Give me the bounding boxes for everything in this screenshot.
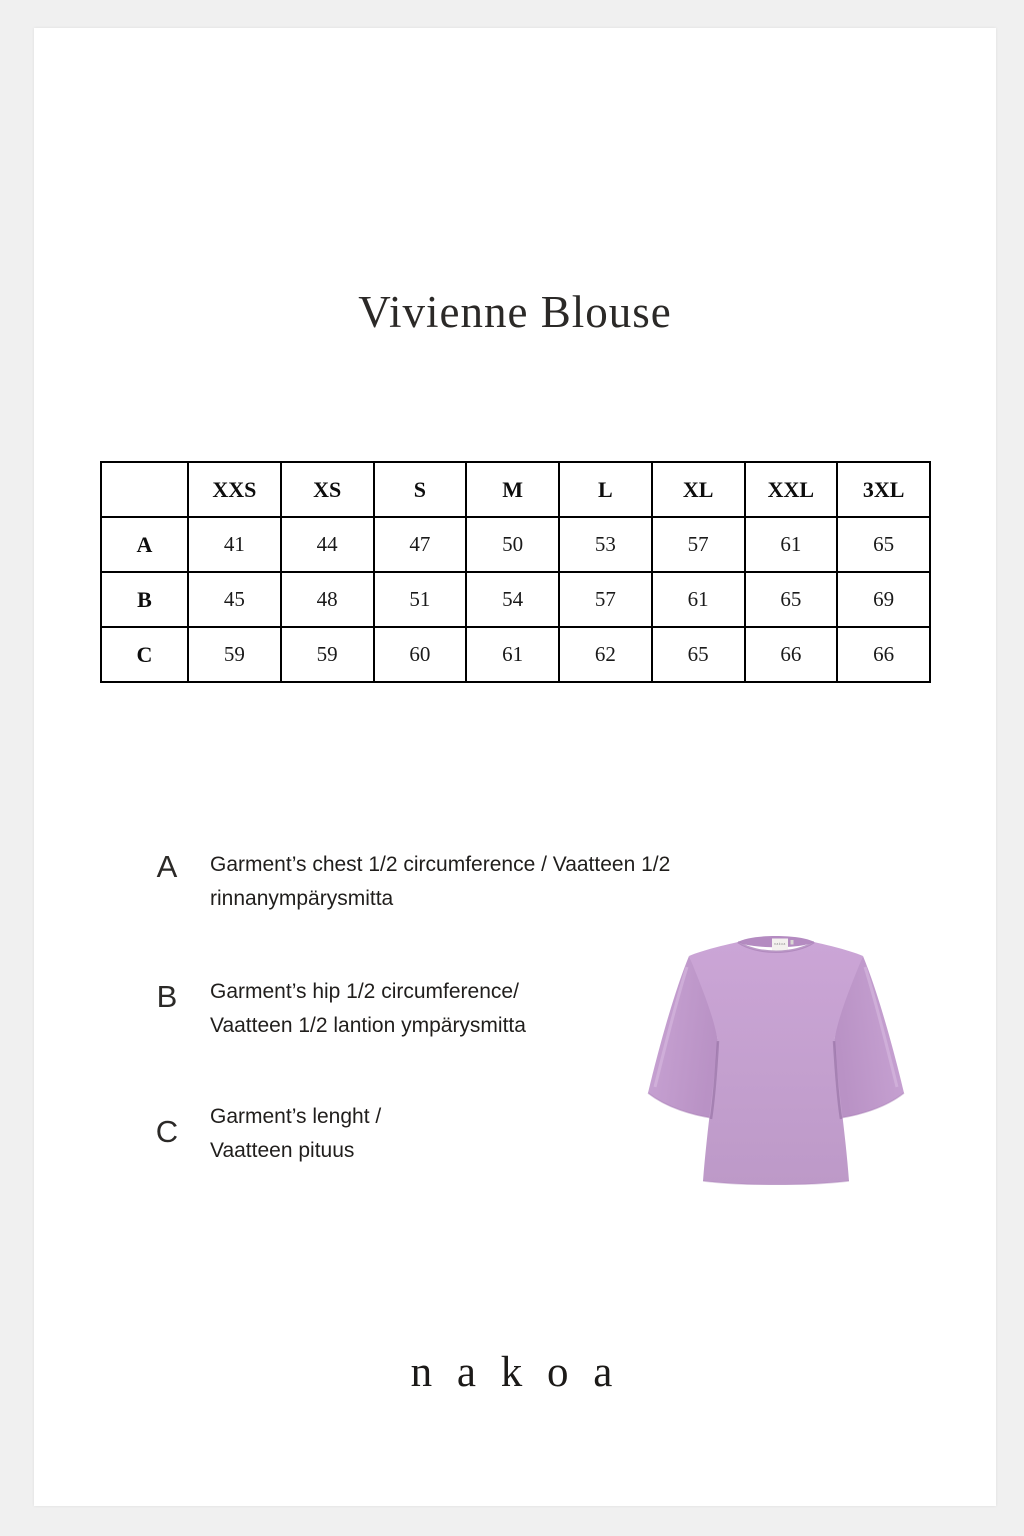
brand-logo: n a k o a [410, 1349, 620, 1396]
measurement-value-cell: 66 [837, 627, 930, 682]
measurement-row-label: A [101, 517, 188, 572]
legend-c-line1: Garment’s lenght / [210, 1105, 382, 1128]
measurement-value-cell: 65 [745, 572, 838, 627]
blouse-size-tag [791, 940, 794, 945]
measurement-value-cell: 60 [374, 627, 467, 682]
measurement-value-cell: 61 [652, 572, 745, 627]
measurement-value-cell: 47 [374, 517, 467, 572]
measurement-value-cell: 59 [281, 627, 374, 682]
measurement-value-cell: 61 [466, 627, 559, 682]
legend-c-line2: Vaatteen pituus [210, 1139, 355, 1162]
size-column-header: M [466, 462, 559, 517]
legend-b-line2: Vaatteen 1/2 lantion ympärysmitta [210, 1014, 526, 1037]
legend-text-b [210, 975, 690, 1043]
product-photo-blouse [645, 935, 907, 1185]
legend-letter-b: B [156, 979, 178, 1014]
measurement-value-cell: 57 [652, 517, 745, 572]
measurement-value-cell: 57 [559, 572, 652, 627]
size-column-header: XL [652, 462, 745, 517]
size-column-header: XXS [188, 462, 281, 517]
legend-a-line1: Garment’s chest 1/2 circumference / Vaatteen 1/2 [210, 853, 671, 876]
measurement-row-label: B [101, 572, 188, 627]
measurement-value-cell: 45 [188, 572, 281, 627]
blouse-neck-label-text: nakoa [774, 942, 786, 946]
size-table-body [101, 517, 930, 682]
size-column-header: L [559, 462, 652, 517]
legend-letter-a: A [156, 849, 178, 884]
size-table-row [101, 572, 930, 627]
size-column-header: XS [281, 462, 374, 517]
size-table-header-row [101, 462, 930, 517]
measurement-value-cell: 41 [188, 517, 281, 572]
size-column-header: 3XL [837, 462, 930, 517]
measurement-value-cell: 59 [188, 627, 281, 682]
size-table-corner-cell [101, 462, 188, 517]
size-column-header: S [374, 462, 467, 517]
measurement-row-label: C [101, 627, 188, 682]
size-column-header: XXL [745, 462, 838, 517]
measurement-value-cell: 61 [745, 517, 838, 572]
legend-b-line1: Garment’s hip 1/2 circumference/ [210, 980, 519, 1003]
measurement-value-cell: 65 [837, 517, 930, 572]
size-guide-page [34, 28, 996, 1506]
size-table-row [101, 517, 930, 572]
measurement-value-cell: 44 [281, 517, 374, 572]
legend-text-a [210, 848, 690, 916]
measurement-value-cell: 48 [281, 572, 374, 627]
legend-text-c [210, 1100, 690, 1168]
size-table-header [101, 462, 930, 517]
measurement-value-cell: 50 [466, 517, 559, 572]
measurement-value-cell: 53 [559, 517, 652, 572]
page-title: Vivienne Blouse [358, 287, 672, 337]
measurement-value-cell: 66 [745, 627, 838, 682]
measurement-value-cell: 54 [466, 572, 559, 627]
measurement-value-cell: 65 [652, 627, 745, 682]
size-table [100, 461, 931, 683]
measurement-value-cell: 69 [837, 572, 930, 627]
measurement-value-cell: 51 [374, 572, 467, 627]
legend-a-line2: rinnanympärysmitta [210, 887, 394, 910]
measurement-value-cell: 62 [559, 627, 652, 682]
legend-letter-c: C [155, 1114, 179, 1149]
size-table-row [101, 627, 930, 682]
